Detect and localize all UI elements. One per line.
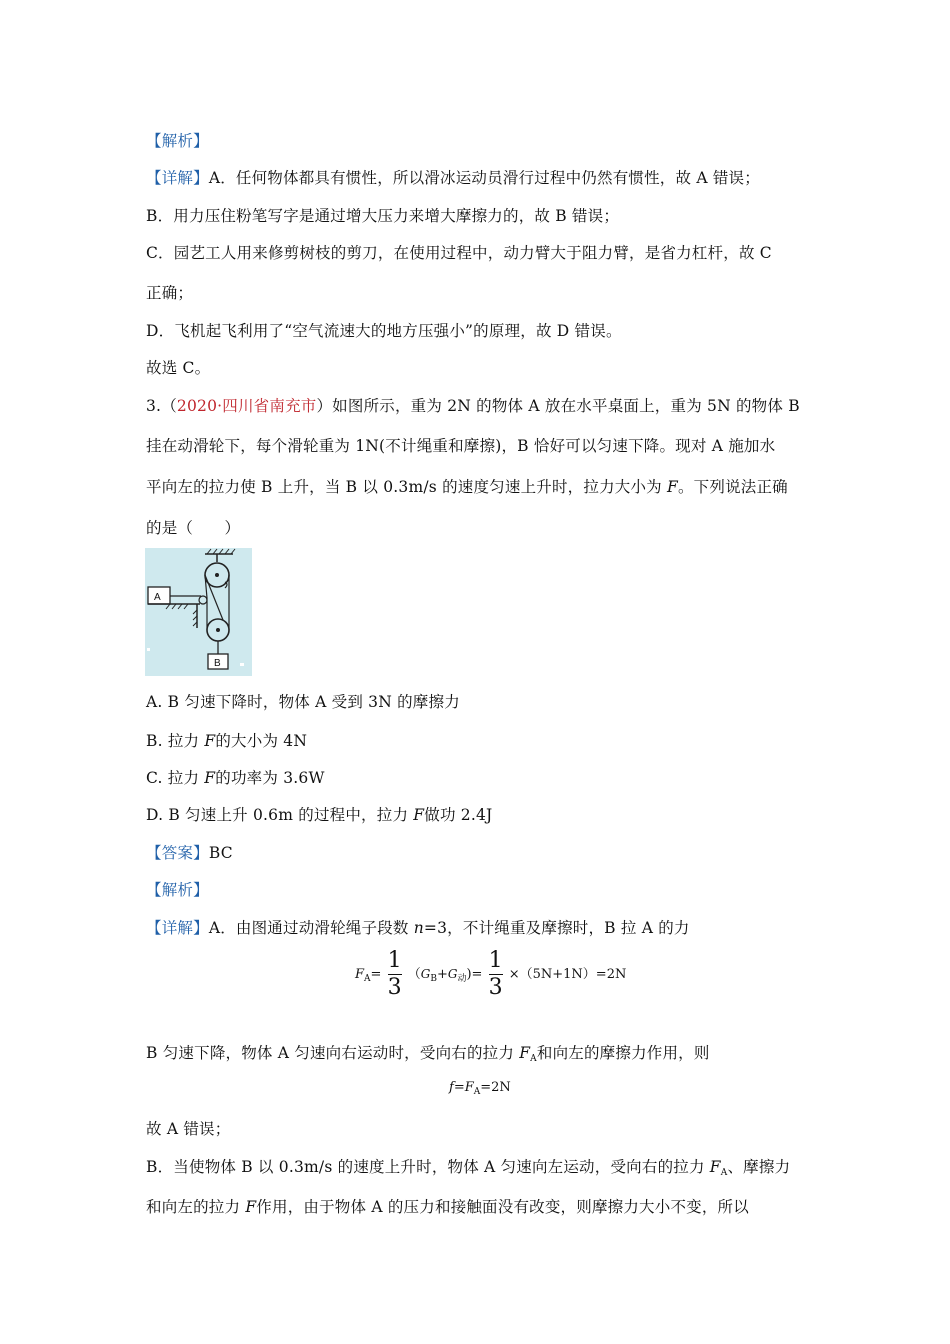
formula-gd: G: [447, 967, 458, 981]
option-b: [146, 729, 307, 751]
answer-heading: 【答案】: [146, 844, 209, 862]
option-c-pre: C. 拉力: [146, 769, 205, 787]
friction-eq: =: [453, 1080, 465, 1095]
analysis-heading: 【解析】: [146, 132, 209, 150]
formula-gb-sub: B: [430, 974, 437, 984]
formula-paren-close: )=: [466, 967, 483, 982]
option-d-post: 做功 2.4J: [424, 806, 493, 824]
detail-line-c2: 正确；: [146, 284, 194, 302]
formula-lhs: F: [355, 967, 365, 982]
detail-heading: 【详解】: [146, 169, 209, 187]
block-a-label: A: [154, 592, 161, 603]
friction-fa-sub: A: [473, 1087, 481, 1097]
formula-fraction-2: [489, 950, 503, 999]
detail-b-line-1: [146, 1155, 790, 1178]
scan-speck: [240, 663, 244, 666]
b-descends-pre: B 匀速下降，物体 A 匀速向右运动时，受向右的拉力: [146, 1044, 520, 1062]
option-a-text: A. B 匀速下降时，物体 A 受到 3N 的摩擦力: [146, 693, 460, 711]
detail-b1-sub: A: [720, 1168, 728, 1178]
detail-b1-post: 、摩擦力: [727, 1158, 791, 1176]
fixed-pulley-axle: [215, 573, 219, 577]
detail-b-line-2: [146, 1195, 749, 1217]
friction-f: f: [449, 1080, 454, 1095]
answer-value: BC: [208, 844, 233, 862]
option-d: [146, 803, 492, 825]
edge-pulley: [199, 596, 207, 604]
detail-line-c1: C．园艺工人用来修剪树枝的剪刀，在使用过程中，动力臂大于阻力臂，是省力杠杆，故 C: [146, 244, 772, 262]
friction-fa: F: [464, 1080, 474, 1095]
question-text-1: 如图所示，重为 2N 的物体 A 放在水平桌面上，重为 5N 的物体 B: [332, 397, 800, 415]
friction-equation: [449, 1080, 511, 1097]
question-3-line-1: [146, 394, 800, 416]
question-text-3a: 平向左的拉力使 B 上升，当 B 以 0.3m/s 的速度匀速上升时，拉力大小为: [146, 478, 667, 496]
formula-fa: [355, 950, 626, 999]
b-descends-f: F: [519, 1044, 531, 1062]
formula-fraction-1: [388, 950, 402, 999]
detail-line-a: [146, 166, 760, 188]
option-c: [146, 766, 325, 788]
detail-b1-f: F: [709, 1158, 721, 1176]
detail-b2-pre: 和向左的拉力: [146, 1198, 246, 1216]
question-source: 2020·四川省南充市: [176, 397, 317, 415]
question-number: 3.（: [146, 397, 177, 415]
option-a: [146, 690, 460, 712]
figure-background: [145, 548, 252, 676]
question-text-3b: 。下列说法正确: [677, 478, 788, 496]
formula-plus: +: [436, 967, 448, 982]
b-descends-line: [146, 1041, 710, 1064]
detail-a-post: =3，不计绳重及摩擦时，B 拉 A 的力: [423, 919, 690, 937]
analysis-heading-2: 【解析】: [146, 881, 209, 899]
formula-paren-open: （: [407, 967, 421, 982]
fraction-2-denominator: 3: [488, 975, 503, 1000]
formula-gb: G: [420, 967, 431, 981]
rope-count-symbol: n: [413, 919, 424, 937]
detail-a-pre: A．由图通过动滑轮绳子段数: [208, 919, 414, 937]
b-descends-sub: A: [530, 1054, 537, 1064]
b-descends-post: 和向左的摩擦力作用，则: [536, 1044, 710, 1062]
detail-b2-post: 作用，由于物体 A 的压力和接触面没有改变，则摩擦力大小不变，所以: [256, 1198, 749, 1216]
option-b-pre: B. 拉力: [146, 732, 205, 750]
question-3-line-3: [146, 475, 788, 497]
question-3-line-4: 的是（ ）: [146, 519, 241, 537]
detail-text-a: A．任何物体都具有惯性，所以滑冰运动员滑行过程中仍然有惯性，故 A 错误；: [208, 169, 760, 187]
detail-heading-2: 【详解】: [146, 919, 209, 937]
detail-a-line: [146, 916, 690, 938]
formula-lhs-sub: A: [364, 974, 371, 984]
option-c-force: F: [204, 769, 216, 787]
question-3-line-2: 挂在动滑轮下，每个滑轮重为 1N(不计绳重和摩擦)，B 恰好可以匀速下降。现对 A 施加水: [146, 437, 776, 455]
pulley-diagram: [145, 548, 252, 676]
answer-line: [146, 841, 233, 863]
option-c-post: 的功率为 3.6W: [215, 769, 325, 787]
detail-b2-f: F: [245, 1198, 257, 1216]
formula-gd-sub: 动: [457, 974, 467, 984]
fraction-1-denominator: 3: [387, 975, 402, 1000]
conclusion-a: 故 A 错误；: [146, 1120, 231, 1138]
detail-line-b: B．用力压住粉笔写字是通过增大压力来增大摩擦力的，故 B 错误；: [146, 207, 620, 225]
option-b-force: F: [204, 732, 216, 750]
choice-line: 故选 C。: [146, 359, 211, 377]
block-b-label: B: [214, 658, 221, 669]
option-d-pre: D. B 匀速上升 0.6m 的过程中，拉力: [146, 806, 414, 824]
detail-b1-pre: B．当使物体 B 以 0.3m/s 的速度上升时，物体 A 匀速向左运动，受向右的拉力: [146, 1158, 710, 1176]
option-d-force: F: [413, 806, 425, 824]
scan-speck: [147, 648, 150, 651]
movable-pulley-axle: [216, 628, 220, 632]
force-symbol: F: [667, 478, 678, 496]
option-b-post: 的大小为 4N: [215, 732, 308, 750]
question-source-close: ）: [316, 397, 333, 415]
formula-times-part: ×（5N+1N）=2N: [508, 967, 627, 982]
friction-value: =2N: [480, 1080, 511, 1095]
detail-line-d: D．飞机起飞利用了“空气流速大的地方压强小”的原理，故 D 错误。: [146, 322, 622, 340]
fraction-1-numerator: 1: [387, 948, 402, 973]
formula-eq: =: [370, 967, 382, 982]
fraction-2-numerator: 1: [488, 948, 503, 973]
